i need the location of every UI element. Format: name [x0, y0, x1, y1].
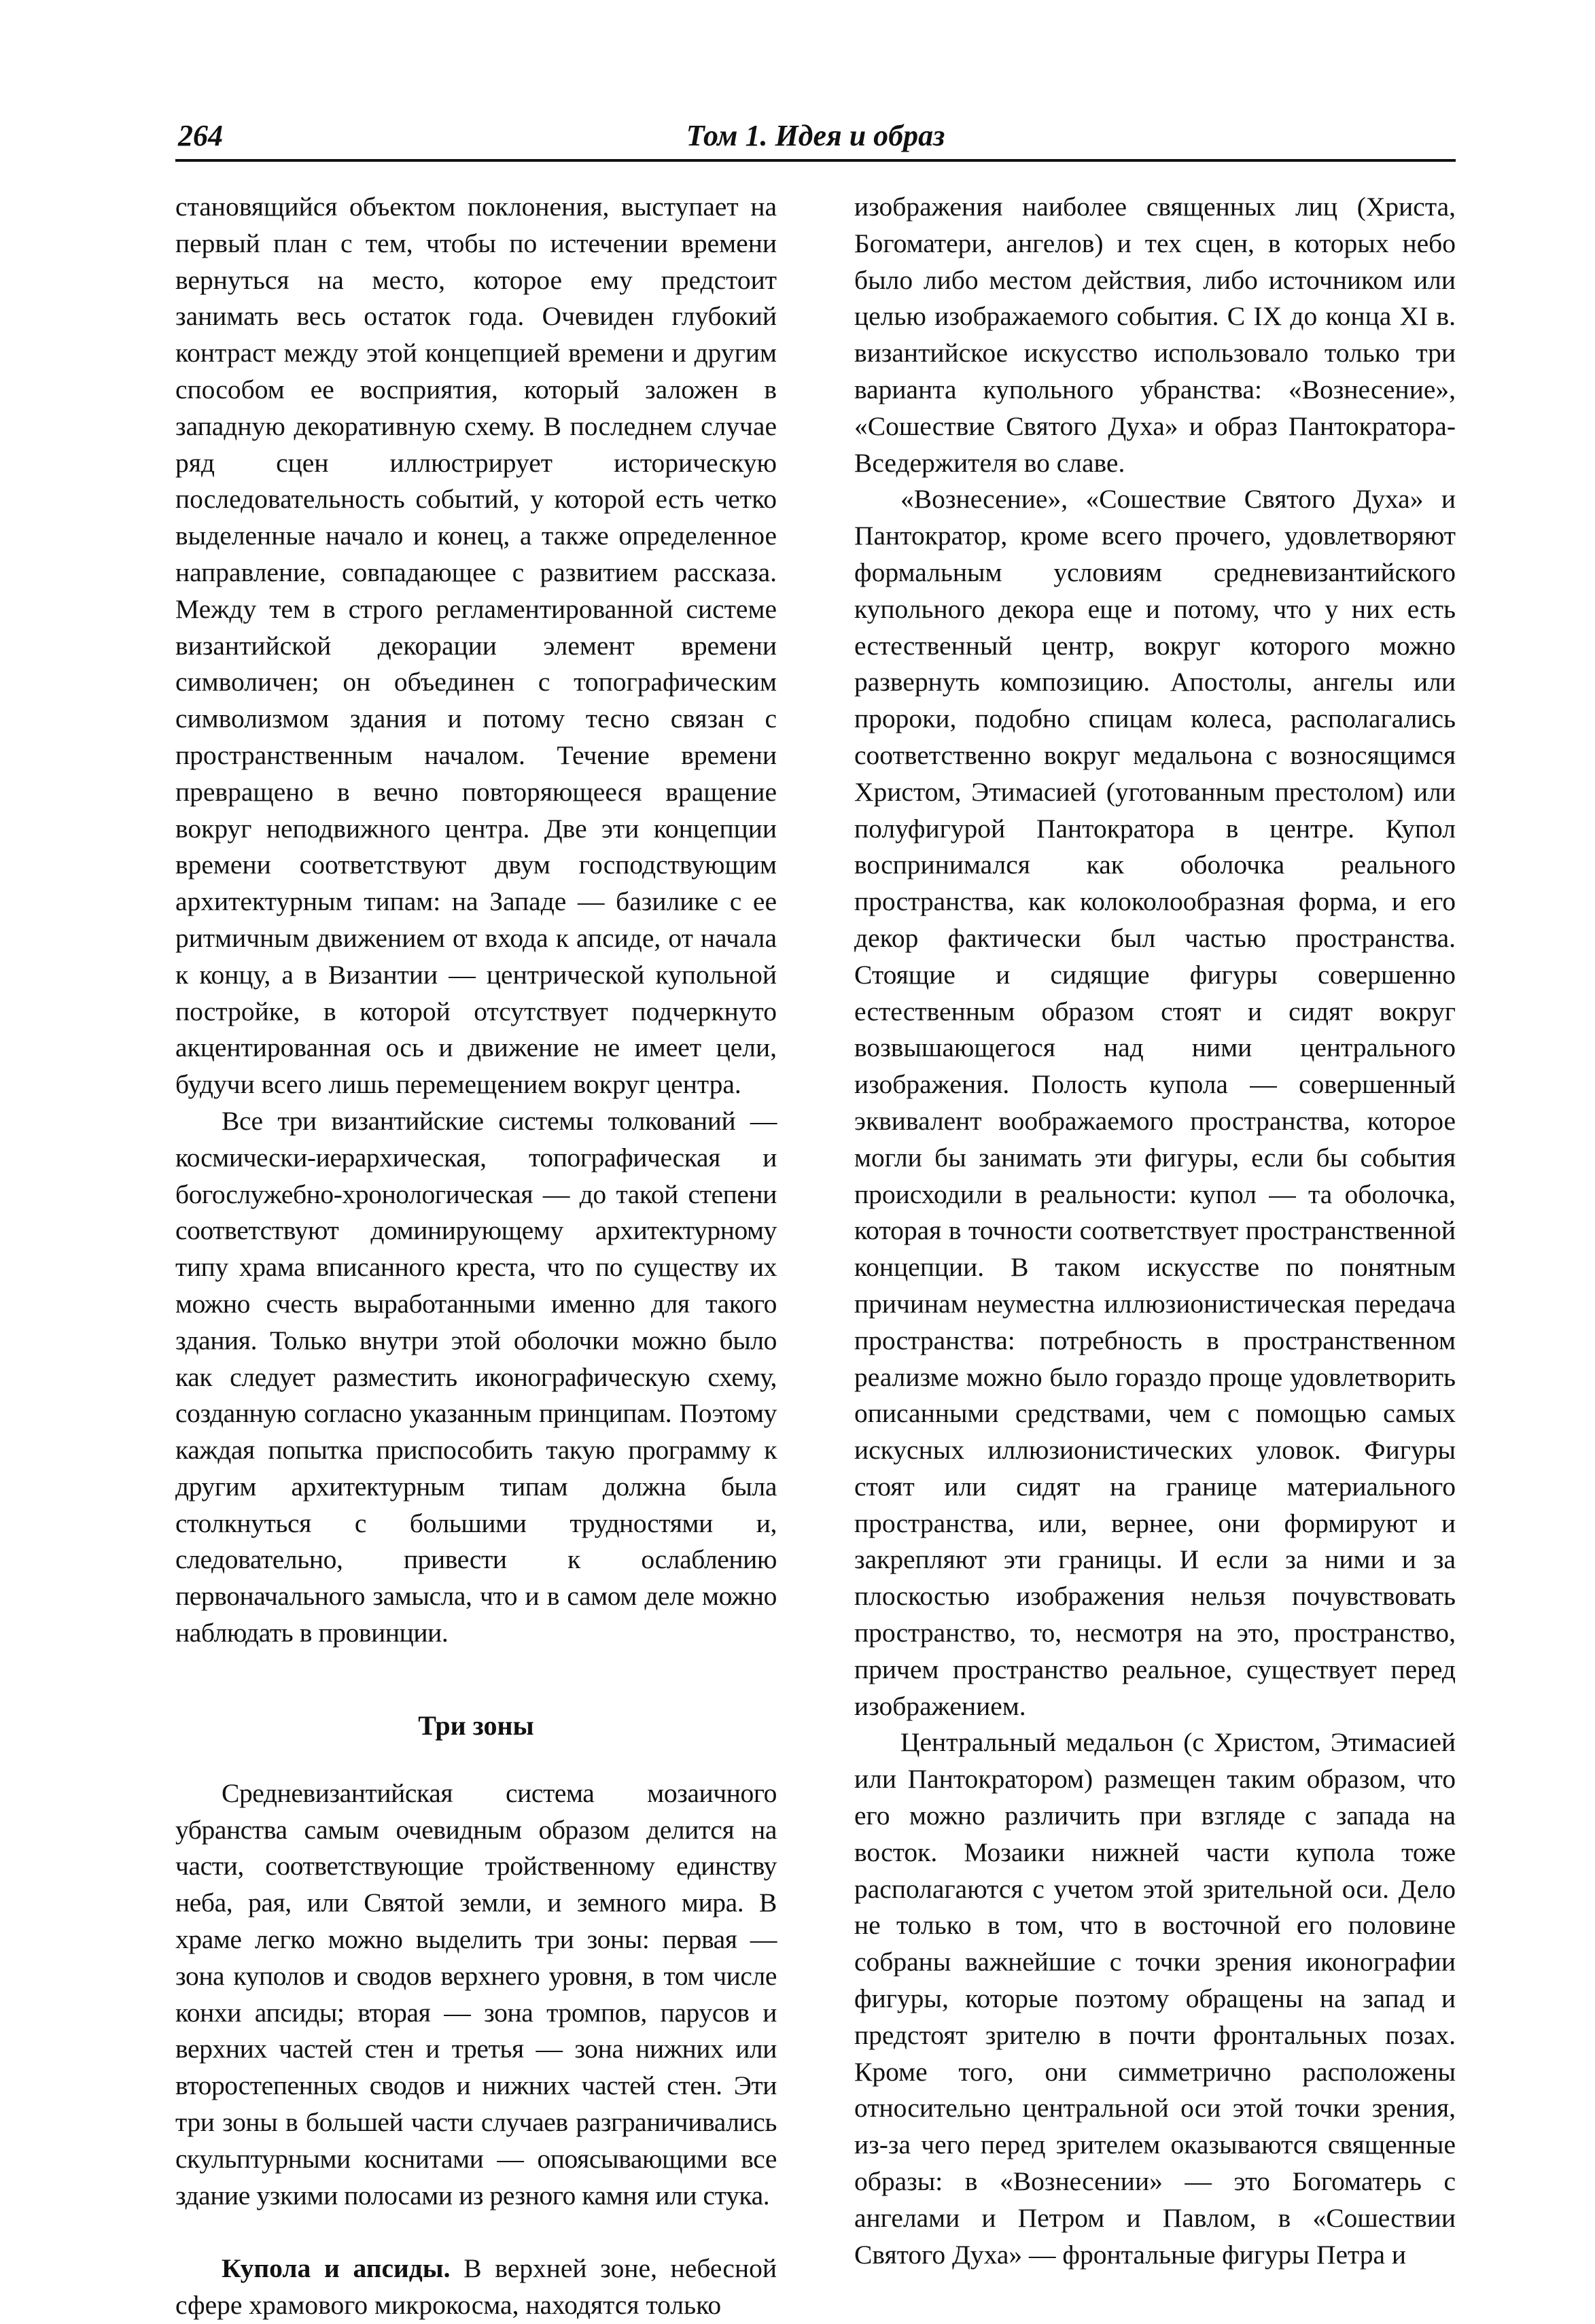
running-title: Том 1. Идея и образ	[686, 119, 945, 152]
left-paragraph-1: становящийся объектом поклонения, выступает на первый план с тем, чтобы по истечении времени вернуться на место, которое ему предстоит занимать весь остаток года. Очевиден глубокий контраст между этой концепцией времени и другим способом ее восприятия, который заложен в западную декоративную схему. В последнем случае ряд сцен иллюстрирует историческую последовательность событий, у которой есть четко выделенные начало и конец, а также определенное направление, совпадающее с развитием рассказа. Между тем в строго регламентированной системе византийской декорации элемент времени символичен; он объединен с топографическим символизмом здания и потому тесно связан с пространственным началом. Течение времени превращено в вечно повторяющееся вращение вокруг неподвижного центра. Две эти концепции времени соответствуют двум господствующим архитектурным типам: на Западе — базилике с ее ритмичным движением от входа к апсиде, от начала к концу, а в Византии — центрической купольной постройке, в которой отсутствует подчеркнуто акцентированная ось и движение не имеет цели, будучи всего лишь перемещением вокруг центра.	[175, 192, 777, 1100]
page-number: 264	[178, 119, 223, 152]
page-header	[175, 118, 1456, 162]
section-heading: Три зоны	[418, 1710, 534, 1741]
left-paragraph-2: Все три византийские системы толкований — космически-иерархическая, топографическая и богослужебно-хронологическая — до такой степени соответствуют доминирующему архитектурному типу храма вписанного креста, что по существу их можно счесть выработанными именно для такого здания. Только внутри этой оболочки можно было как следует разместить иконографическую схему, созданную согласно указанным принципам. Поэтому каждая попытка приспособить такую программу к другим архитектурным типам должна была столкнуться с большими трудностями и, следовательно, привести к ослаблению первоначального замысла, что и в самом деле можно наблюдать в провинции.	[175, 1105, 777, 1648]
right-paragraph-2: «Вознесение», «Сошествие Святого Духа» и Пантократор, кроме всего прочего, удовлетворяют формальным условиям средневизантийского купольного декора еще и потому, что у них есть естественный центр, вокруг которого можно развернуть композицию. Апостолы, ангелы или пророки, подобно спицам колеса, располагались соответственно вокруг медальона с возносящимся Христом, Этимасией (уготованным престолом) или полуфигурой Пантократора в центре. Купол воспринимался как оболочка реального пространства, как колоколообразная форма, и его декор фактически был частью пространства. Стоящие и сидящие фигуры совершенно естественным образом стоят и сидят вокруг возвышающегося над ними центрального изображения. Полость купола — совершенный эквивалент воображаемого пространства, которое могли бы занимать эти фигуры, если бы события происходили в реальности: купол — та оболочка, которая в точности соответствует пространственной концепции. В таком искусстве по понятным причинам неуместна иллюзионистическая передача пространства: потребность в пространственном реализме можно было гораздо проще удовлетворить описанными средствами, чем с помощью самых искусных иллюзионистических уловок. Фигуры стоят или сидят на границе материального пространства, или, вернее, они формируют и закрепляют эти границы. И если за ними и за плоскостью изображения нельзя почувствовать пространство, то, несмотря на это, пространство, причем пространство реальное, существует перед изображением.	[854, 484, 1456, 1721]
left-paragraph-4	[175, 2251, 777, 2324]
run-in-heading: Купола и апсиды.	[222, 2253, 451, 2284]
left-column	[175, 189, 777, 2324]
left-paragraph-4-text: В верхней зоне, небесной сфере храмового микрокосма, находятся только	[175, 2253, 777, 2321]
right-column	[854, 189, 1456, 2273]
left-paragraph-3: Средневизантийская система мозаичного убранства самым очевидным образом делится на части, соответствующие тройственному единству неба, рая, или Святой земли, и земного мира. В храме легко можно выделить три зоны: первая — зона куполов и сводов верхнего уровня, в том числе конхи апсиды; вторая — зона тромпов, парусов и верхних частей стен и третья — зона нижних или второстепенных сводов и нижних частей стен. Эти три зоны в большей части случаев разграничивались скульптурными коснитами — опоясывающими все здание узкими полосами из резного камня или стука.	[175, 1777, 777, 2210]
right-paragraph-3: Центральный медальон (с Христом, Этимасией или Пантократором) размещен таким образом, что его можно различить при взгляде с запада на восток. Мозаики нижней части купола тоже располагаются с учетом этой зрительной оси. Дело не только в том, что в восточной его половине собраны важнейшие с точки зрения иконографии фигуры, которые поэтому обращены на запад и предстоят зрителю в почти фронтальных позах. Кроме того, они симметрично расположены относительно центральной оси этой точки зрения, из-за чего перед зрителем оказываются священные образы: в «Вознесении» — это Богоматерь с ангелами и Петром и Павлом, в «Сошествии Святого Духа» — фронтальные фигуры Петра и	[854, 1727, 1456, 2270]
right-paragraph-1: изображения наиболее священных лиц (Христа, Богоматери, ангелов) и тех сцен, в которых небо было либо местом действия, либо источником или целью изображаемого события. С IX до конца XI в. византийское искусство использовало только три варианта купольного убранства: «Вознесение», «Сошествие Святого Духа» и образ Пантократора-Вседержителя во славе.	[854, 192, 1456, 478]
